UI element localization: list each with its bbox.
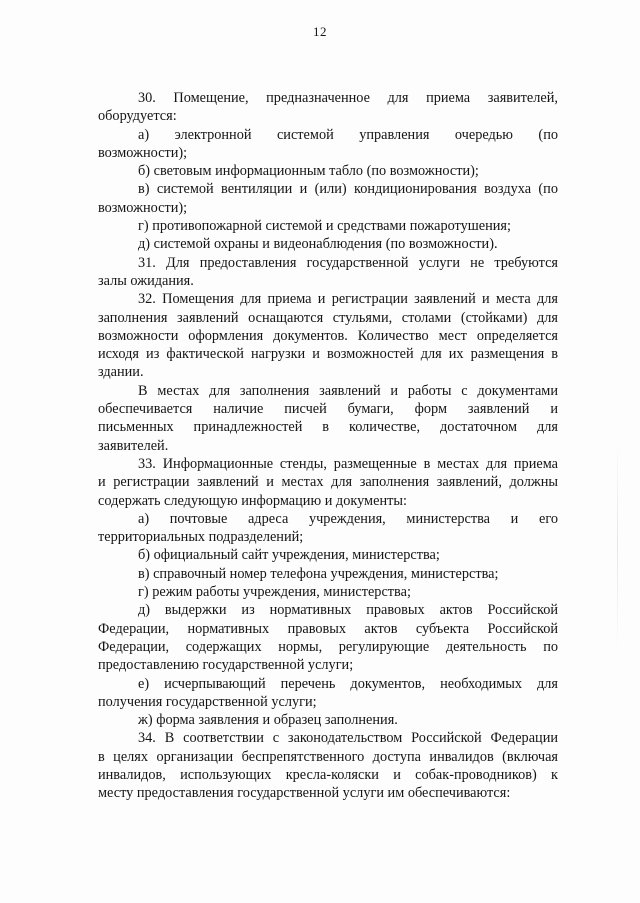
text-line: Федерации, содержащих нормы, регулирующие деятельность по <box>98 638 558 655</box>
text-line: д) системой охраны и видеонаблюдения (по возможности). <box>138 236 498 253</box>
page-number: 12 <box>313 24 327 39</box>
text-line: и регистрации заявлений и местах для заполнения заявлений, должны <box>98 474 558 491</box>
text-line: возможности); <box>98 199 188 216</box>
text-line: Федерации, нормативных правовых актов субъекта Российской <box>98 620 558 637</box>
text-line: получения государственной услуги; <box>98 693 317 710</box>
scan-artifact <box>617 430 618 660</box>
text-line: 30. Помещение, предназначенное для приема заявителей, <box>138 90 558 106</box>
text-line: содержать следующую информацию и документы: <box>98 492 407 509</box>
text-line: ж) форма заявления и образец заполнения. <box>138 712 398 729</box>
text-line: в целях организации беспрепятственного доступа инвалидов (включая <box>98 748 558 765</box>
text-line: 33. Информационные стенды, размещенные в местах для приема <box>138 455 558 472</box>
text-line: 34. В соответствии с законодательством Российской Федерации <box>138 730 558 747</box>
text-line: инвалидов, использующих кресла-коляски и собак-проводников) к <box>98 766 558 783</box>
text-line: заполнения заявлений оснащаются стульями, столами (стойками) для <box>98 309 558 326</box>
text-line: 31. Для предоставления государственной услуги не требуются <box>138 254 558 271</box>
text-line: в) справочный номер телефона учреждения, министерства; <box>138 565 499 582</box>
text-line: здании. <box>98 364 144 381</box>
text-line: возможности оформления документов. Количество мест определяется <box>98 327 558 344</box>
text-line: В местах для заполнения заявлений и работы с документами <box>138 382 558 399</box>
text-line: а) почтовые адреса учреждения, министерства и его <box>138 510 558 527</box>
text-line: б) световым информационным табло (по возможности); <box>138 163 479 180</box>
text-line: а) электронной системой управления очередью (по <box>138 126 558 143</box>
text-line: г) противопожарной системой и средствами пожаротушения; <box>138 218 511 235</box>
text-line: заявителей. <box>98 437 169 454</box>
text-line: оборудуется: <box>98 108 177 125</box>
text-line: в) системой вентиляции и (или) кондиционирования воздуха (по <box>138 181 558 198</box>
text-line: территориальных подразделений; <box>98 529 304 546</box>
text-line: 32. Помещения для приема и регистрации заявлений и места для <box>138 291 558 308</box>
text-line: залы ожидания. <box>98 272 194 289</box>
text-line: д) выдержки из нормативных правовых актов Российской <box>138 602 558 619</box>
text-line: б) официальный сайт учреждения, министерства; <box>138 547 440 564</box>
text-line: предоставлению государственной услуги; <box>98 657 354 674</box>
text-line: письменных принадлежностей в количестве, достаточном для <box>98 419 558 436</box>
text-line: месту предоставления государственной услуги им обеспечиваются: <box>98 785 511 802</box>
document-body <box>98 89 558 803</box>
text-line: обеспечивается наличие писчей бумаги, форм заявлений и <box>98 401 558 418</box>
text-line: е) исчерпывающий перечень документов, необходимых для <box>138 675 558 692</box>
text-line: г) режим работы учреждения, министерства; <box>138 584 411 601</box>
text-line: возможности); <box>98 144 188 161</box>
text-line: исходя из фактической нагрузки и возможностей для их размещения в <box>98 346 558 363</box>
